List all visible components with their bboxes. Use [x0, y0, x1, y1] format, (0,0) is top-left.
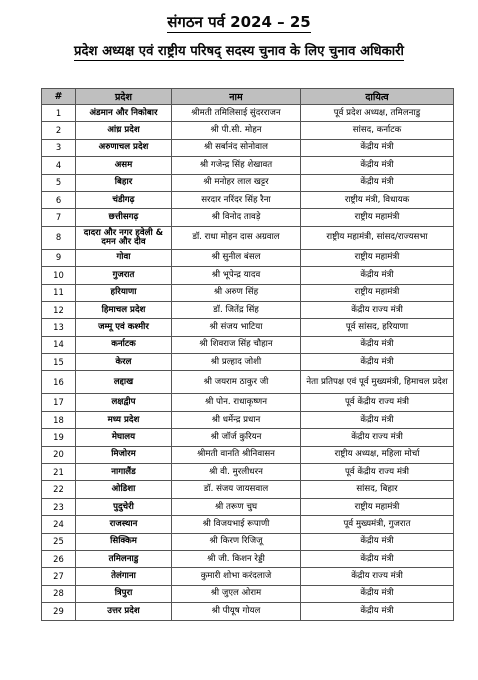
table-row: [42, 516, 454, 533]
cell-number: 8: [42, 226, 76, 249]
document-title: संगठन पर्व 2024 – 25: [167, 13, 311, 31]
table-row: [42, 603, 454, 620]
table-row: [42, 209, 454, 226]
cell-number: 22: [42, 481, 76, 498]
cell-name: श्री जुएल ओराम: [172, 585, 301, 602]
cell-name: श्री प्रल्हाद जोशी: [172, 354, 301, 371]
column-header-responsibility: दायित्व: [301, 89, 454, 105]
cell-number: 20: [42, 446, 76, 463]
cell-state: दादरा और नगर हवेली & दमन और दीव: [76, 226, 172, 249]
table-row: [42, 371, 454, 394]
cell-number: 6: [42, 191, 76, 208]
cell-state: नागालैंड: [76, 464, 172, 481]
cell-state: जम्मू एवं कश्मीर: [76, 319, 172, 336]
cell-name: सरदार नरिंदर सिंह रैना: [172, 191, 301, 208]
table-row: [42, 249, 454, 266]
cell-state: लक्षद्वीप: [76, 394, 172, 411]
cell-state: मिजोरम: [76, 446, 172, 463]
cell-state: कर्नाटक: [76, 336, 172, 353]
cell-state: अरुणाचल प्रदेश: [76, 139, 172, 156]
cell-number: 16: [42, 371, 76, 394]
cell-state: सिक्किम: [76, 533, 172, 550]
cell-responsibility: केंद्रीय मंत्री: [301, 157, 454, 174]
column-header-name: नाम: [172, 89, 301, 105]
cell-number: 3: [42, 139, 76, 156]
cell-responsibility: केंद्रीय राज्य मंत्री: [301, 301, 454, 318]
cell-responsibility: पूर्व प्रदेश अध्यक्ष, तमिलनाडु: [301, 105, 454, 122]
cell-number: 15: [42, 354, 76, 371]
table-row: [42, 336, 454, 353]
cell-responsibility: केंद्रीय मंत्री: [301, 174, 454, 191]
table-row: [42, 429, 454, 446]
cell-number: 10: [42, 267, 76, 284]
column-header-state: प्रदेश: [76, 89, 172, 105]
table-row: [42, 139, 454, 156]
cell-name: श्री जयराम ठाकुर जी: [172, 371, 301, 394]
cell-name: डॉ. राधा मोहन दास अग्रवाल: [172, 226, 301, 249]
table-row: [42, 411, 454, 428]
cell-name: श्री विनोद तावड़े: [172, 209, 301, 226]
cell-number: 2: [42, 122, 76, 139]
cell-responsibility: राष्ट्रीय महामंत्री: [301, 249, 454, 266]
cell-responsibility: केंद्रीय मंत्री: [301, 603, 454, 620]
cell-state: गोवा: [76, 249, 172, 266]
cell-responsibility: केंद्रीय मंत्री: [301, 139, 454, 156]
cell-number: 1: [42, 105, 76, 122]
cell-state: हिमाचल प्रदेश: [76, 301, 172, 318]
table-header-row: [42, 89, 454, 105]
table-row: [42, 394, 454, 411]
cell-responsibility: केंद्रीय मंत्री: [301, 550, 454, 567]
cell-name: श्री अरुण सिंह: [172, 284, 301, 301]
cell-number: 25: [42, 533, 76, 550]
cell-state: उत्तर प्रदेश: [76, 603, 172, 620]
cell-state: बिहार: [76, 174, 172, 191]
cell-state: गुजरात: [76, 267, 172, 284]
table-row: [42, 174, 454, 191]
cell-name: कुमारी शोभा करंदलाजे: [172, 568, 301, 585]
cell-state: तमिलनाडु: [76, 550, 172, 567]
cell-name: श्री किरण रिजिजू: [172, 533, 301, 550]
cell-state: असम: [76, 157, 172, 174]
cell-responsibility: केंद्रीय मंत्री: [301, 411, 454, 428]
table-row: [42, 191, 454, 208]
table-row: [42, 105, 454, 122]
cell-state: तेलंगाना: [76, 568, 172, 585]
cell-name: श्री भूपेन्द्र यादव: [172, 267, 301, 284]
cell-responsibility: केंद्रीय मंत्री: [301, 267, 454, 284]
cell-name: श्रीमती वानति श्रीनिवासन: [172, 446, 301, 463]
cell-responsibility: केंद्रीय राज्य मंत्री: [301, 568, 454, 585]
cell-state: लद्दाख: [76, 371, 172, 394]
cell-responsibility: पूर्व केंद्रीय राज्य मंत्री: [301, 394, 454, 411]
table-row: [42, 157, 454, 174]
cell-number: 24: [42, 516, 76, 533]
cell-name: श्री पी.सी. मोहन: [172, 122, 301, 139]
table-row: [42, 464, 454, 481]
cell-name: श्री वी. मुरलीधरन: [172, 464, 301, 481]
cell-responsibility: राष्ट्रीय महामंत्री: [301, 284, 454, 301]
cell-number: 4: [42, 157, 76, 174]
cell-name: श्री सर्बानंद सोनोवाल: [172, 139, 301, 156]
cell-responsibility: केंद्रीय मंत्री: [301, 354, 454, 371]
cell-number: 5: [42, 174, 76, 191]
table-row: [42, 550, 454, 567]
cell-number: 23: [42, 498, 76, 515]
cell-state: आंध्र प्रदेश: [76, 122, 172, 139]
cell-state: राजस्थान: [76, 516, 172, 533]
table-row: [42, 446, 454, 463]
cell-responsibility: सांसद, कर्नाटक: [301, 122, 454, 139]
cell-name: श्री धर्मेन्द्र प्रधान: [172, 411, 301, 428]
table-row: [42, 267, 454, 284]
table-row: [42, 122, 454, 139]
column-header-number: #: [42, 89, 76, 105]
cell-state: ओडिशा: [76, 481, 172, 498]
cell-state: चंडीगढ़: [76, 191, 172, 208]
cell-responsibility: केंद्रीय राज्य मंत्री: [301, 429, 454, 446]
cell-responsibility: नेता प्रतिपक्ष एवं पूर्व मुख्यमंत्री, हिमाचल प्रदेश: [301, 371, 454, 394]
cell-responsibility: पूर्व मुख्यमंत्री, गुजरात: [301, 516, 454, 533]
table-row: [42, 481, 454, 498]
cell-name: श्री जॉर्ज कुरियन: [172, 429, 301, 446]
cell-state: त्रिपुरा: [76, 585, 172, 602]
table-row: [42, 319, 454, 336]
cell-name: श्री मनोहर लाल खट्टर: [172, 174, 301, 191]
table-row: [42, 284, 454, 301]
cell-name: श्री विजयभाई रूपाणी: [172, 516, 301, 533]
table-row: [42, 533, 454, 550]
cell-state: केरल: [76, 354, 172, 371]
cell-number: 18: [42, 411, 76, 428]
cell-responsibility: सांसद, बिहार: [301, 481, 454, 498]
cell-number: 13: [42, 319, 76, 336]
cell-responsibility: राष्ट्रीय महामंत्री, सांसद/राज्यसभा: [301, 226, 454, 249]
cell-responsibility: केंद्रीय मंत्री: [301, 533, 454, 550]
cell-number: 26: [42, 550, 76, 567]
cell-state: मध्य प्रदेश: [76, 411, 172, 428]
cell-responsibility: पूर्व केंद्रीय राज्य मंत्री: [301, 464, 454, 481]
cell-state: हरियाणा: [76, 284, 172, 301]
table-row: [42, 226, 454, 249]
cell-name: डॉ. संजय जायसवाल: [172, 481, 301, 498]
cell-responsibility: राष्ट्रीय महामंत्री: [301, 498, 454, 515]
cell-number: 12: [42, 301, 76, 318]
cell-name: डॉ. जितेंद्र सिंह: [172, 301, 301, 318]
cell-state: अंडमान और निकोबार: [76, 105, 172, 122]
cell-number: 7: [42, 209, 76, 226]
cell-number: 9: [42, 249, 76, 266]
cell-name: श्री जी. किशन रेड्डी: [172, 550, 301, 567]
cell-responsibility: पूर्व सांसद, हरियाणा: [301, 319, 454, 336]
cell-number: 27: [42, 568, 76, 585]
cell-state: छत्तीसगढ़: [76, 209, 172, 226]
cell-responsibility: राष्ट्रीय अध्यक्ष, महिला मोर्चा: [301, 446, 454, 463]
election-officers-table: [41, 88, 454, 621]
cell-state: पुदुचेरी: [76, 498, 172, 515]
cell-responsibility: केंद्रीय मंत्री: [301, 585, 454, 602]
cell-number: 14: [42, 336, 76, 353]
cell-responsibility: राष्ट्रीय महामंत्री: [301, 209, 454, 226]
table-row: [42, 301, 454, 318]
cell-number: 21: [42, 464, 76, 481]
cell-name: श्री तरूण चुघ: [172, 498, 301, 515]
cell-number: 19: [42, 429, 76, 446]
cell-number: 29: [42, 603, 76, 620]
cell-name: श्री संजय भाटिया: [172, 319, 301, 336]
cell-name: श्री पोन. राधाकृष्णन: [172, 394, 301, 411]
cell-number: 17: [42, 394, 76, 411]
cell-state: मेघालय: [76, 429, 172, 446]
cell-number: 11: [42, 284, 76, 301]
cell-responsibility: राष्ट्रीय मंत्री, विधायक: [301, 191, 454, 208]
cell-number: 28: [42, 585, 76, 602]
table-row: [42, 498, 454, 515]
cell-name: श्री सुनील बंसल: [172, 249, 301, 266]
cell-name: श्री पीयूष गोयल: [172, 603, 301, 620]
cell-responsibility: केंद्रीय मंत्री: [301, 336, 454, 353]
table-row: [42, 354, 454, 371]
cell-name: श्री शिवराज सिंह चौहान: [172, 336, 301, 353]
document-subtitle: प्रदेश अध्यक्ष एवं राष्ट्रीय परिषद् सदस्य चुनाव के लिए चुनाव अधिकारी: [74, 44, 404, 59]
cell-name: श्रीमती तमिलिसाई सुंदरराजन: [172, 105, 301, 122]
table-row: [42, 568, 454, 585]
table-row: [42, 585, 454, 602]
cell-name: श्री गजेन्द्र सिंह शेखावत: [172, 157, 301, 174]
